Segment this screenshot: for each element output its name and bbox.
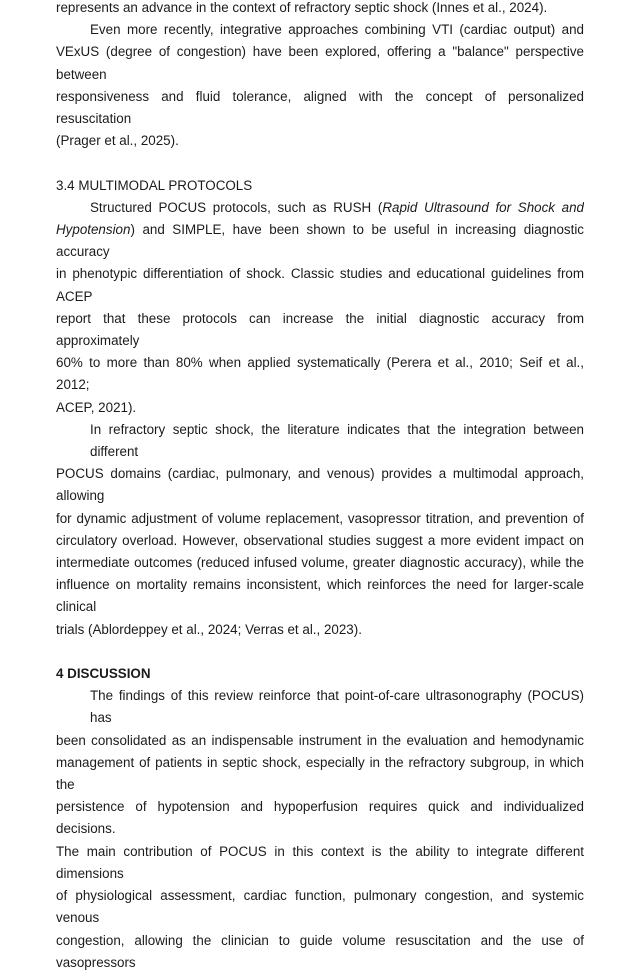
text-run: responsiveness and fluid tolerance, aligned with the concept of personalized resuscitation — [56, 88, 584, 127]
text-run: ACEP, 2021). — [56, 399, 137, 415]
italic-text-run: Hypotension — [56, 222, 131, 238]
text-run: been consolidated as an indispensable instrument in the evaluation and hemodynamic — [56, 732, 584, 748]
text-line — [56, 885, 584, 929]
document-content — [56, 0, 584, 974]
text-line — [56, 263, 584, 307]
text-line — [56, 419, 584, 463]
text-line — [56, 130, 584, 152]
text-run: persistence of hypotension and hypoperfusion requires quick and individualized decisions. — [56, 799, 584, 837]
text-line — [56, 175, 584, 197]
text-run: report that these protocols can increase the initial diagnostic accuracy from approximately — [56, 310, 584, 349]
text-line — [56, 663, 584, 685]
text-line — [56, 508, 584, 530]
paragraph-vti-vexus — [56, 19, 584, 152]
text-run: POCUS domains (cardiac, pulmonary, and venous) provides a multimodal approach, allowing — [56, 466, 584, 504]
text-line — [56, 0, 584, 19]
text-line — [56, 796, 584, 840]
text-run: The findings of this review reinforce that point-of-care ultrasonography (POCUS) has — [90, 688, 584, 726]
text-line — [56, 86, 584, 130]
text-line — [56, 752, 584, 796]
text-run: represents an advance in the context of refractory septic shock (Innes et al., 2024). — [56, 0, 548, 15]
text-line — [56, 530, 584, 552]
paragraph-structured-protocols — [56, 197, 584, 419]
text-run: In refractory septic shock, the literature indicates that the integration between different — [90, 421, 584, 460]
text-run: congestion, allowing the clinician to guide volume resuscitation and the use of vasopressors — [56, 932, 584, 970]
text-line — [56, 730, 584, 752]
text-line — [56, 41, 584, 85]
section-heading-3-4-multimodal-protocols — [56, 175, 584, 197]
text-run: 3.4 MULTIMODAL PROTOCOLS — [56, 177, 253, 193]
text-run: Even more recently, integrative approaches combining VTI (cardiac output) and — [90, 22, 584, 38]
text-line — [56, 352, 584, 396]
text-line — [56, 841, 584, 885]
text-line — [56, 463, 584, 507]
text-run: management of patients in septic shock, especially in the refractory subgroup, in which the — [56, 754, 584, 793]
text-run: 4 DISCUSSION — [56, 666, 151, 682]
text-line — [56, 397, 584, 419]
text-line — [56, 197, 584, 219]
text-run: trials (Ablordeppey et al., 2024; Verras et al., 2023). — [56, 621, 362, 637]
text-run: VExUS (degree of congestion) have been explored, offering a "balance" perspective between — [56, 44, 584, 82]
text-line — [56, 930, 584, 974]
text-run: for dynamic adjustment of volume replacement, vasopressor titration, and prevention of — [56, 510, 584, 526]
text-run: ) and SIMPLE, have been shown to be useful in increasing diagnostic accuracy — [56, 222, 584, 260]
text-run: circulatory overload. However, observational studies suggest a more evident impact on — [56, 532, 584, 548]
text-run: 60% to more than 80% when applied systematically (Perera et al., 2010; Seif et al., 2012; — [56, 355, 584, 393]
text-run: (Prager et al., 2025). — [56, 133, 179, 149]
paragraph-multimodal-integration — [56, 419, 584, 641]
paragraph-continuation — [56, 0, 584, 19]
text-line — [56, 219, 584, 263]
text-run: Structured POCUS protocols, such as RUSH ( — [90, 199, 383, 215]
text-line — [56, 552, 584, 574]
text-run: influence on mortality remains inconsistent, which reinforces the need for larger-scale clinical — [56, 577, 584, 615]
text-run: The main contribution of POCUS in this context is the ability to integrate different dimensions — [56, 843, 584, 881]
italic-text-run: Rapid Ultrasound for Shock and — [382, 199, 584, 215]
text-line — [56, 574, 584, 618]
text-line — [56, 685, 584, 729]
section-heading-4-discussion — [56, 663, 584, 685]
text-line — [56, 308, 584, 352]
text-line — [56, 19, 584, 41]
text-run: of physiological assessment, cardiac function, pulmonary congestion, and systemic venous — [56, 888, 584, 926]
paragraph-discussion-findings — [56, 685, 584, 974]
text-run: in phenotypic differentiation of shock. Classic studies and educational guidelines from ACEP — [56, 266, 584, 304]
text-run: intermediate outcomes (reduced infused volume, greater diagnostic accuracy), while the — [56, 555, 584, 571]
text-line — [56, 619, 584, 641]
